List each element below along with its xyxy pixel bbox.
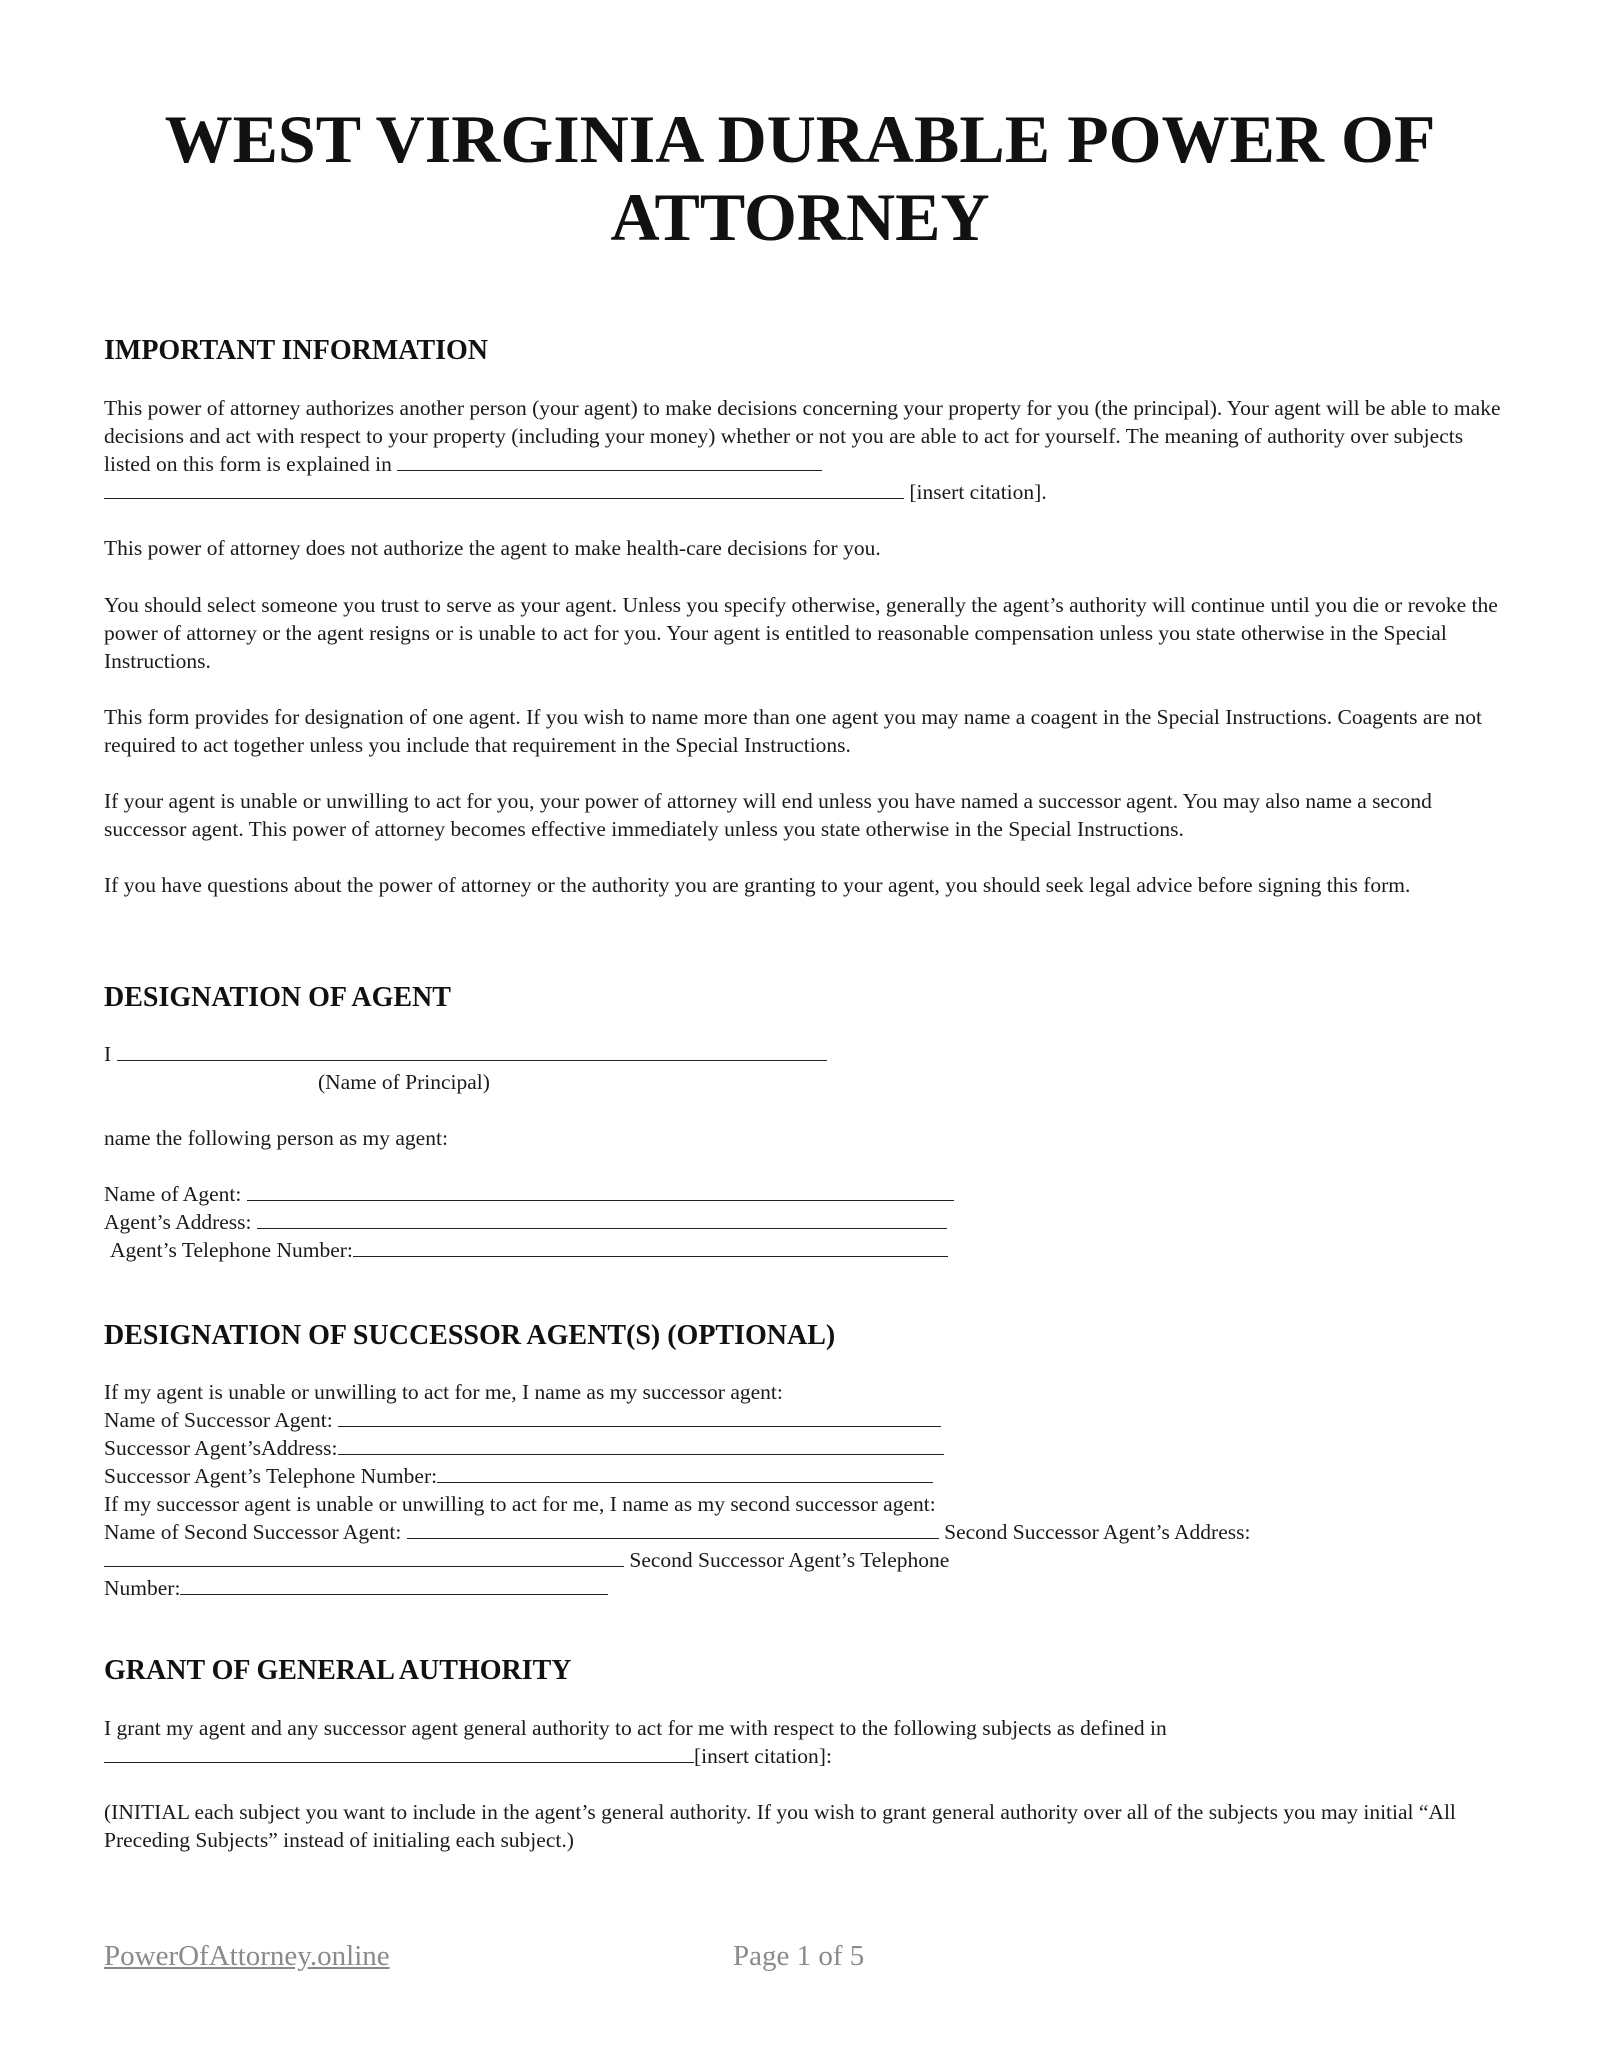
successor-address-blank[interactable] [338,1434,944,1455]
grant-of-general-authority-heading: GRANT OF GENERAL AUTHORITY [104,1655,572,1686]
successor-address-row [104,1434,944,1462]
grant-citation-text: [insert citation]: [694,1744,832,1768]
important-information-heading: IMPORTANT INFORMATION [104,335,489,366]
successor-name-row [104,1406,941,1434]
title-line-1: WEST VIRGINIA DURABLE POWER OF [164,101,1436,177]
agent-name-blank[interactable] [247,1180,954,1201]
grant-citation-row [104,1742,832,1770]
second-successor-address-blank[interactable] [104,1546,624,1567]
citation-blank-1[interactable] [397,450,822,471]
second-successor-intro: If my successor agent is unable or unwilling to act for me, I name as my second successor agent: [104,1492,936,1516]
agent-phone-blank[interactable] [353,1236,948,1257]
successor-phone-row [104,1462,933,1490]
agent-name-row [104,1180,954,1208]
designation-of-agent-heading: DESIGNATION OF AGENT [104,982,451,1013]
principal-caption: (Name of Principal) [318,1070,490,1094]
important-paragraph-4: This form provides for designation of one agent. If you wish to name more than one agent you may name a coagent in the Special Instructions. Coagents are not required to act together unless you include that requirement in the Special Instructions. [104,705,1483,757]
important-paragraph-5: If your agent is unable or unwilling to act for you, your power of attorney will end unless you have named a successor agent. You may also name a second successor agent. This power of attorney becomes effective immediately unless you state otherwise in the Special Instructions. [104,789,1432,841]
successor-address-label: Successor Agent’sAddress: [104,1436,338,1460]
second-successor-name-row [104,1518,1250,1546]
successor-name-blank[interactable] [338,1406,941,1427]
insert-citation-text: [insert citation]. [909,480,1047,504]
principal-i-label: I [104,1042,112,1066]
important-paragraph-6: If you have questions about the power of attorney or the authority you are granting to your agent, you should seek legal advice before signing this form. [104,873,1411,897]
footer-page-number: Page 1 of 5 [733,1940,865,1972]
title-line-2: ATTORNEY [610,179,990,255]
important-p1-text: This power of attorney authorizes another person (your agent) to make decisions concerning your property for you (the principal). Your agent will be able to make decisions and act with respect to your property (including your money) whether or not you are able to act for yourself. The meaning of authority over subjects listed on this form is explained in [104,396,1501,476]
second-successor-phone-row [104,1574,608,1602]
principal-line [104,1040,827,1068]
successor-intro: If my agent is unable or unwilling to act for me, I name as my successor agent: [104,1380,783,1404]
second-successor-name-label: Name of Second Successor Agent: [104,1520,402,1544]
principal-name-blank[interactable] [117,1040,827,1061]
second-successor-name-blank[interactable] [407,1518,939,1539]
agent-phone-label: Agent’s Telephone Number: [110,1238,353,1262]
important-paragraph-1 [104,394,1504,506]
agent-address-label: Agent’s Address: [104,1210,252,1234]
document-title [100,100,1500,256]
successor-phone-label: Successor Agent’s Telephone Number: [104,1464,438,1488]
important-paragraph-2: This power of attorney does not authorize the agent to make health-care decisions for you. [104,536,881,560]
agent-name-label: Name of Agent: [104,1182,242,1206]
footer-website-link[interactable]: PowerOfAttorney.online [104,1940,390,1972]
second-successor-phone-label: Second Successor Agent’s Telephone [629,1548,950,1572]
second-successor-address-row [104,1546,949,1574]
agent-address-blank[interactable] [257,1208,947,1229]
grant-paragraph-2: (INITIAL each subject you want to include in the agent’s general authority. If you wish to grant general authority over all of the subjects you may initial “All Preceding Subjects” instead of initialing each subject.) [104,1800,1456,1852]
citation-blank-2[interactable] [104,478,904,499]
successor-phone-blank[interactable] [437,1462,933,1483]
grant-citation-blank[interactable] [104,1742,694,1763]
successor-name-label: Name of Successor Agent: [104,1408,333,1432]
second-successor-address-label: Second Successor Agent’s Address: [944,1520,1251,1544]
second-successor-phone-blank[interactable] [180,1574,608,1595]
grant-paragraph-1: I grant my agent and any successor agent general authority to act for me with respect to the following subjects as defined in [104,1716,1167,1740]
agent-phone-row [110,1236,948,1264]
agent-address-row [104,1208,947,1236]
important-paragraph-3: You should select someone you trust to serve as your agent. Unless you specify otherwise, generally the agent’s authority will continue until you die or revoke the power of attorney or the agent resigns or is unable to act for you. Your agent is entitled to reasonable compensation unless you state otherwise in the Special Instructions. [104,593,1498,673]
successor-agent-heading: DESIGNATION OF SUCCESSOR AGENT(S) (OPTIONAL) [104,1320,836,1351]
second-successor-phone-label-cont: Number: [104,1576,181,1600]
name-following-text: name the following person as my agent: [104,1126,448,1150]
